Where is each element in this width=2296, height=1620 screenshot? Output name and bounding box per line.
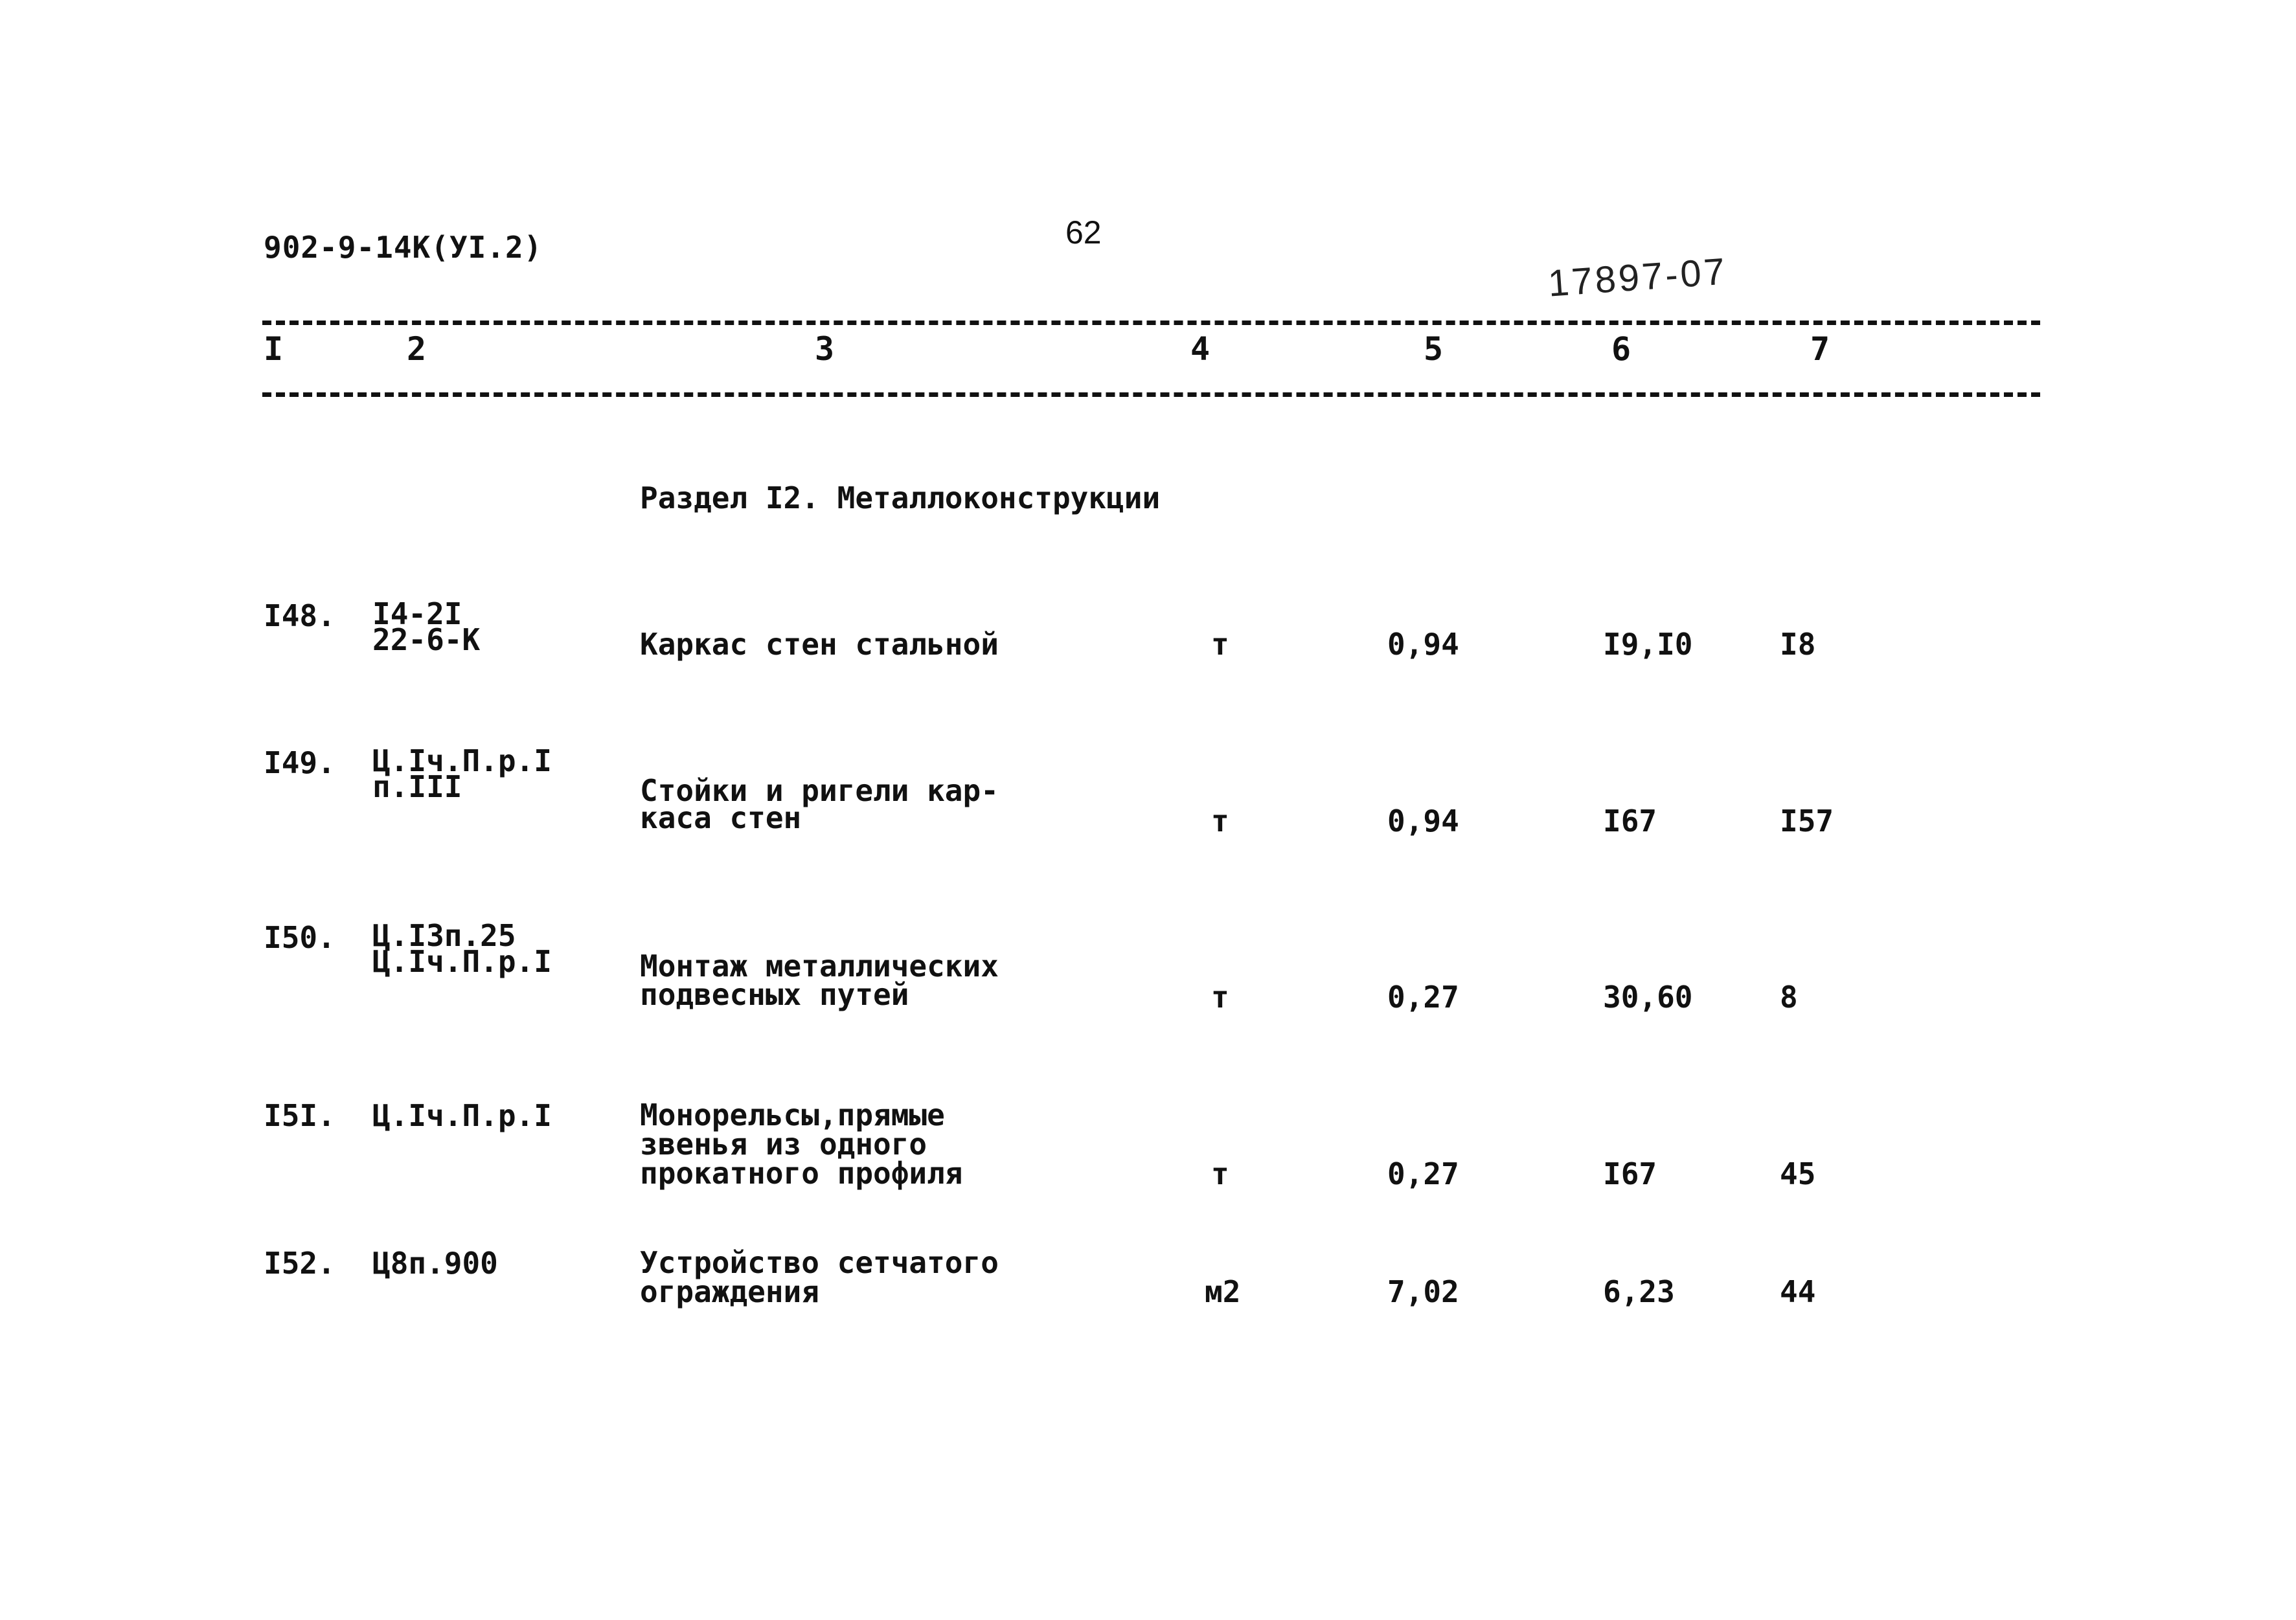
row-number: I48. — [264, 598, 335, 633]
row-qty: 7,02 — [1387, 1274, 1459, 1309]
row-unit: т — [1211, 1156, 1229, 1191]
row-price: I67 — [1603, 1156, 1657, 1191]
row-number: I50. — [264, 920, 335, 955]
page-number: 62 — [1065, 214, 1102, 251]
row-name: Устройство сетчатого ограждения — [640, 1245, 999, 1309]
column-header-2: 2 — [407, 330, 427, 368]
row-price: I9,I0 — [1603, 627, 1693, 662]
row-name: Каркас стен стальной — [640, 627, 999, 662]
row-total: 8 — [1780, 980, 1798, 1015]
row-total: 45 — [1780, 1156, 1816, 1191]
row-code: Ц.Iч.П.р.I п.III — [372, 743, 552, 804]
section-title: Раздел I2. Металлоконструкции — [640, 480, 1161, 515]
row-name: Стойки и ригели кар- каса стен — [640, 773, 999, 835]
document-code: 902-9-14К(УI.2) — [264, 230, 543, 265]
column-header-4: 4 — [1190, 330, 1211, 368]
row-qty: 0,27 — [1387, 1156, 1459, 1191]
row-name: Монорельсы,прямые звенья из одного прокатного профиля — [640, 1097, 963, 1191]
row-total: I8 — [1780, 627, 1816, 662]
column-header-1: I — [264, 330, 284, 368]
row-number: I49. — [264, 745, 335, 780]
row-qty: 0,94 — [1387, 627, 1459, 662]
row-unit: т — [1211, 627, 1229, 662]
column-header-6: 6 — [1611, 330, 1631, 368]
row-code: I4-2I 22-6-К — [372, 596, 481, 657]
row-code: Ц.I3п.25 Ц.Iч.П.р.I — [372, 918, 552, 979]
row-unit: т — [1211, 804, 1229, 838]
row-price: 30,60 — [1603, 980, 1693, 1015]
row-name: Монтаж металлических подвесных путей — [640, 949, 999, 1012]
column-header-7: 7 — [1810, 330, 1830, 368]
handwritten-number: 17897-07 — [1547, 250, 1729, 305]
row-total: I57 — [1780, 804, 1834, 838]
row-price: I67 — [1603, 804, 1657, 838]
header-bottom-divider — [262, 392, 2040, 397]
column-header-3: 3 — [815, 330, 835, 368]
row-unit: м2 — [1205, 1274, 1241, 1309]
row-total: 44 — [1780, 1274, 1816, 1309]
row-number: I52. — [264, 1246, 335, 1281]
row-price: 6,23 — [1603, 1274, 1675, 1309]
row-qty: 0,27 — [1387, 980, 1459, 1015]
row-code: Ц8п.900 — [372, 1246, 498, 1281]
header-top-divider — [262, 321, 2040, 325]
row-number: I5I. — [264, 1098, 335, 1133]
row-code: Ц.Iч.П.р.I — [372, 1098, 552, 1133]
column-header-5: 5 — [1424, 330, 1444, 368]
row-unit: т — [1211, 980, 1229, 1015]
row-qty: 0,94 — [1387, 804, 1459, 838]
